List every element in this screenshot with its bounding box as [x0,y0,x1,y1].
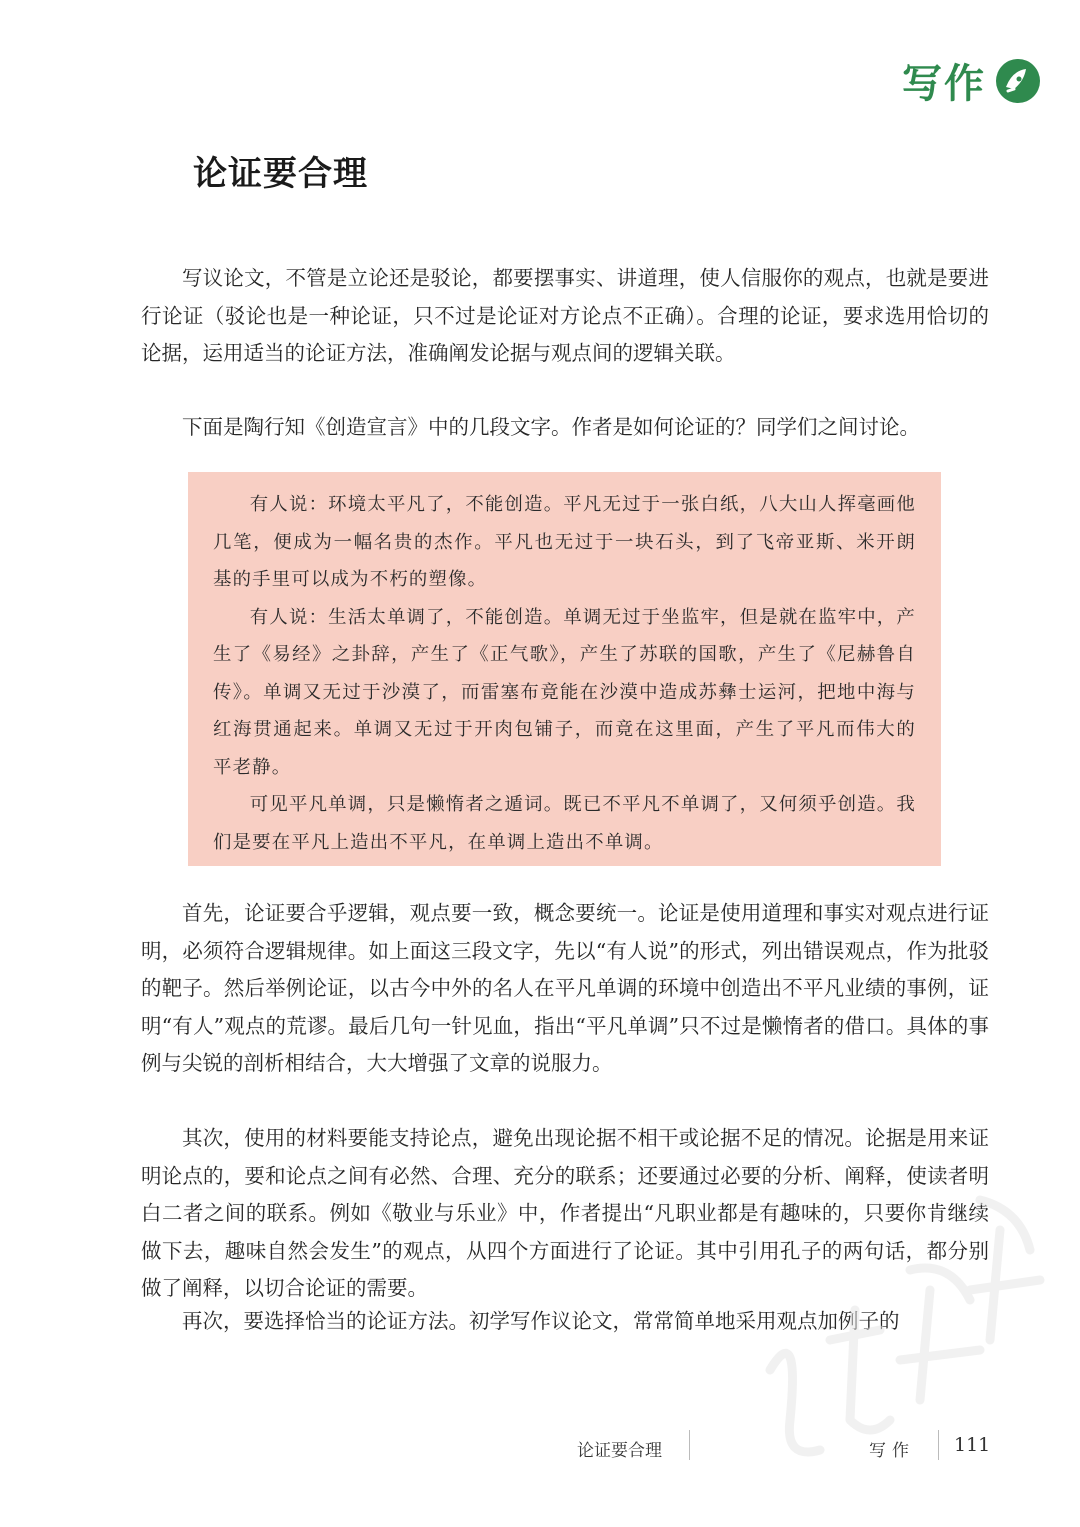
discussion-prompt: 下面是陶行知《创造宣言》中的几段文字。作者是如何论证的？同学们之间讨论。 [182,415,920,439]
body-paragraph: 其次，使用的材料要能支持论点，避免出现论据不相干或论据不足的情况。论据是用来证明论点的，要和论点之间有必然、合理、充分的联系；还要通过必要的分析、阐释，使读者明白二者之间的联系。例如《敬业与乐业》中，作者提出“凡职业都是有趣味的，只要你肯继续做下去，趣味自然会发生”的观点，从四个方面进行了论证。其中引用孔子的两句话，都分别做了阐释，以切合论证的需要。 [141,1126,989,1300]
excerpt-box [188,472,941,866]
footer-divider [938,1430,939,1460]
page-title: 论证要合理 [193,154,368,194]
footer-chapter: 论证要合理 [577,1441,662,1461]
excerpt-paragraph: 有人说：生活太单调了，不能创造。单调无过于坐监牢，但是就在监牢中，产生了《易经》之卦辞，产生了《正气歌》，产生了苏联的国歌，产生了《尼赫鲁自传》。单调又无过于沙漠了，而雷塞布竟能在沙漠中造成苏彝士运河，把地中海与红海贯通起来。单调又无过于开肉包铺子，而竟在这里面，产生了平凡而伟大的平老静。 [213,606,916,778]
page-footer [0,1436,1080,1466]
footer-section: 写作 [869,1441,915,1461]
body-paragraph: 再次，要选择恰当的论证方法。初学写作议论文，常常简单地采用观点加例子的 [182,1309,900,1333]
section-label: 写作 [902,61,986,107]
excerpt-paragraph: 可见平凡单调，只是懒惰者之遁词。既已不平凡不单调了，又何须乎创造。我们是要在平凡上造出不平凡，在单调上造出不单调。 [213,794,916,853]
intro-paragraph: 写议论文，不管是立论还是驳论，都要摆事实、讲道理，使人信服你的观点，也就是要进行论证（驳论也是一种论证，只不过是论证对方论点不正确）。合理的论证，要求选用恰切的论据，运用适当的论证方法，准确阐发论据与观点间的逻辑关联。 [141,266,989,365]
body-paragraph: 首先，论证要合乎逻辑，观点要一致，概念要统一。论证是使用道理和事实对观点进行证明，必须符合逻辑规律。如上面这三段文字，先以“有人说”的形式，列出错误观点，作为批驳的靶子。然后举例论证，以古今中外的名人在平凡单调的环境中创造出不平凡业绩的事例，证明“有人”观点的荒谬。最后几句一针见血，指出“平凡单调”只不过是懒惰者的借口。具体的事例与尖锐的剖析相结合，大大增强了文章的说服力。 [141,901,989,1075]
pen-nib-icon [994,57,1042,105]
footer-divider [689,1430,690,1460]
page-number: 111 [954,1434,991,1456]
section-tag [902,52,1042,109]
excerpt-paragraph: 有人说：环境太平凡了，不能创造。平凡无过于一张白纸，八大山人挥毫画他几笔，便成为一幅名贵的杰作。平凡也无过于一块石头，到了飞帝亚斯、米开朗基的手里可以成为不朽的塑像。 [213,494,916,590]
